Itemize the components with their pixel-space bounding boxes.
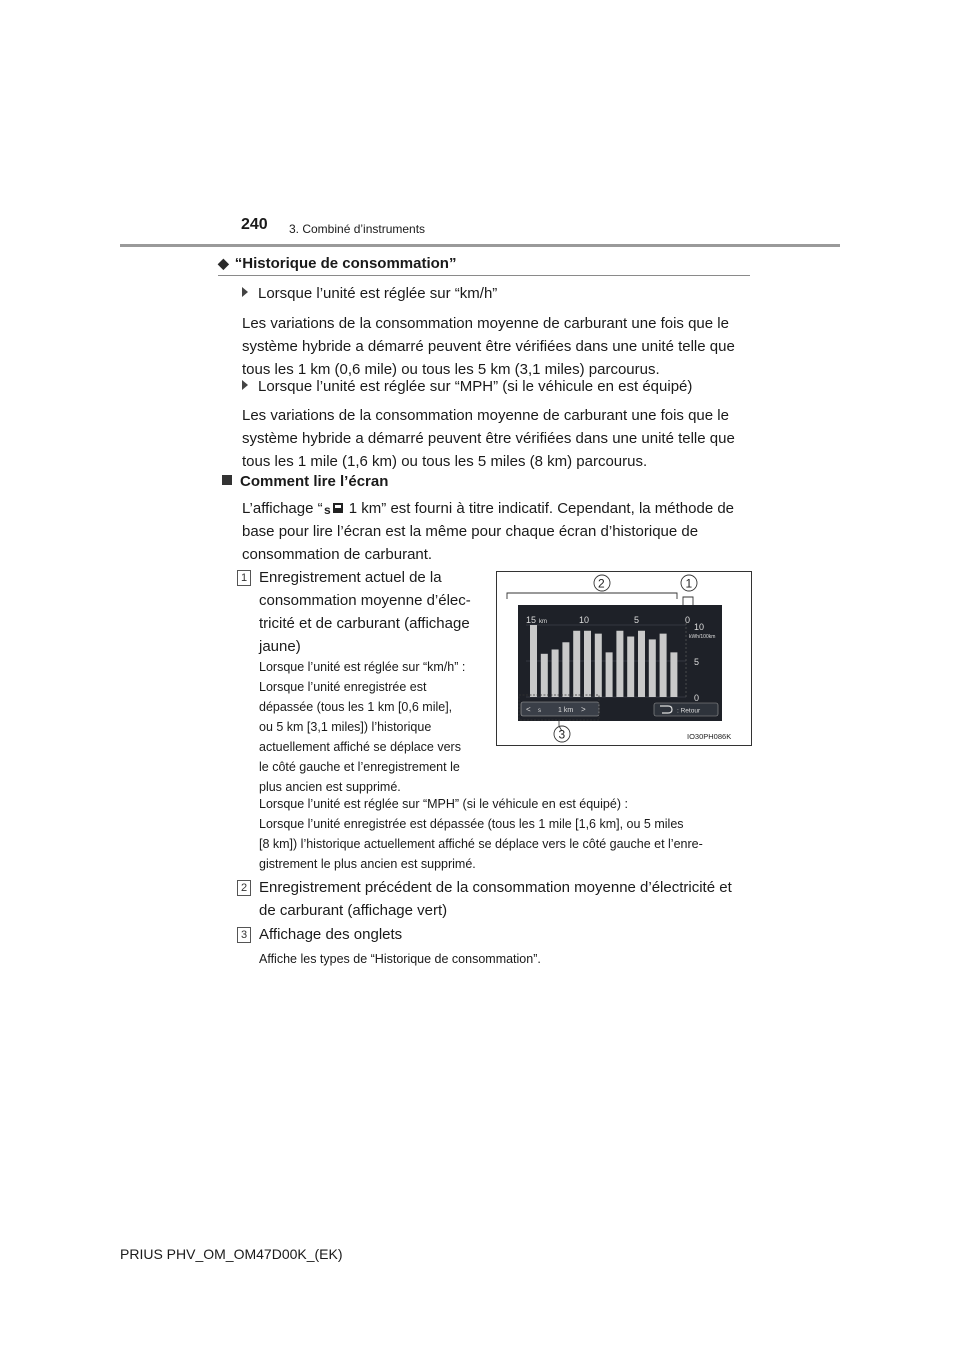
howto-intro-line-3: consommation de carburant. (242, 546, 433, 563)
note-line: Lorsque l’unité est réglée sur “km/h” : (259, 660, 466, 674)
tab-highlight-box (519, 695, 599, 720)
paragraph-line: tous les 1 km (0,6 mile) ou tous les 5 km (3,1 miles) parcourus. (242, 361, 660, 378)
section-divider (218, 275, 750, 276)
item-line: tricité et de carburant (affichage (259, 615, 470, 632)
item-3-description (259, 923, 750, 946)
note-line: actuellement affiché se déplace vers (259, 740, 461, 754)
chevron-right-icon[interactable]: > (581, 705, 586, 714)
item-line: jaune) (259, 638, 301, 655)
top-tick-label: 15 (526, 615, 537, 625)
paragraph-line: Les variations de la consommation moyenne de carburant une fois que le (242, 407, 729, 424)
note-line: dépassée (tous les 1 km [0,6 mile], (259, 700, 453, 714)
callout-number-1: 1 (237, 570, 251, 586)
return-label: : Retour (677, 707, 701, 715)
section-title-text: “Historique de consommation” (234, 255, 457, 272)
top-tick-label: 0 (685, 615, 691, 625)
intro-text-a: L’affichage “ (242, 500, 323, 517)
intro-text-b: 1 km” est fourni à titre indicatif. Cependant, la méthode de (348, 500, 735, 517)
tab-label: 1 km (558, 707, 574, 714)
fuel-consumption-icon (323, 501, 345, 515)
howto-intro-line-2: base pour lire l’écran est la même pour chaque écran d’historique de (242, 523, 699, 540)
bullet-mph (242, 378, 692, 395)
item-1-note-kmh (259, 657, 479, 797)
y-tick-label: 5 (694, 657, 700, 667)
paragraph-line: système hybride a démarré peuvent être vérifiées dans une unité telle que (242, 430, 735, 447)
note-line: Lorsque l’unité enregistrée est (259, 680, 427, 694)
figure-code: IO30PH086K (687, 732, 732, 741)
paragraph-mph (242, 404, 750, 473)
paragraph-line: tous les 1 mile (1,6 km) ou tous les 5 miles (8 km) parcourus. (242, 453, 648, 470)
diamond-bullet-icon: ◆ (218, 255, 229, 271)
y-tick-label: 0 (694, 693, 700, 703)
chapter-title: 3. Combiné d’instruments (289, 222, 426, 236)
note-line: Lorsque l’unité enregistrée est dépassée (tous les 1 mile [1,6 km], ou 5 miles (259, 817, 684, 831)
item-line: Affichage des onglets (259, 926, 403, 943)
note-line: ou 5 km [3,1 miles]) l’historique (259, 720, 432, 734)
note-line: Lorsque l’unité est réglée sur “MPH” (si le véhicule en est équipé) : (259, 797, 628, 811)
item-line: Enregistrement actuel de la (259, 569, 442, 586)
howto-title-text: Comment lire l’écran (240, 473, 389, 490)
callout-1-label: 1 (685, 576, 693, 591)
bullet-kmh-text: Lorsque l’unité est réglée sur “km/h” (258, 285, 498, 302)
page-number: 240 (241, 216, 268, 233)
svg-text:s: s (323, 503, 331, 515)
triangle-bullet-icon (242, 287, 248, 297)
item-1-description (259, 566, 479, 658)
callout-number-3: 3 (237, 927, 251, 943)
note-line: le côté gauche et l’enregistrement le (259, 760, 460, 774)
top-unit-label: km (539, 619, 547, 625)
howto-intro (242, 497, 750, 566)
paragraph-kmh (242, 312, 750, 381)
note-line: gistrement le plus ancien est supprimé. (259, 857, 476, 871)
section-title (218, 255, 456, 272)
footer-doc-id: PRIUS PHV_OM_OM47D00K_(EK) (120, 1246, 343, 1262)
callout-2-label: 2 (598, 576, 605, 591)
bracket-current-record (683, 597, 693, 605)
howto-intro-line-1 (242, 497, 750, 520)
fuel-consumption-icon: s (538, 708, 541, 714)
y-tick-label: 10 (694, 622, 705, 632)
item-line: Enregistrement précédent de la consommation moyenne d’électricité et (259, 879, 732, 896)
item-3-note: Affiche les types de “Historique de consommation”. (259, 952, 541, 966)
item-2-description (259, 876, 750, 922)
bracket-previous-records (507, 593, 677, 599)
header-divider (120, 244, 840, 247)
note-line: plus ancien est supprimé. (259, 780, 401, 794)
top-tick-label: 10 (579, 615, 590, 625)
howto-title (222, 473, 388, 490)
item-line: de carburant (affichage vert) (259, 902, 448, 919)
callout-3-label: 3 (558, 727, 566, 742)
paragraph-line: système hybride a démarré peuvent être vérifiées dans une unité telle que (242, 338, 735, 355)
item-1-note-mph (259, 794, 750, 874)
bullet-kmh (242, 285, 497, 302)
item-line: consommation moyenne d’élec- (259, 592, 471, 609)
paragraph-line: Les variations de la consommation moyenne de carburant une fois que le (242, 315, 729, 332)
bullet-mph-text: Lorsque l’unité est réglée sur “MPH” (si le véhicule en est équipé) (258, 378, 693, 395)
callout-number-2: 2 (237, 880, 251, 896)
square-bullet-icon (222, 475, 232, 485)
top-tick-label: 5 (634, 615, 640, 625)
triangle-bullet-icon (242, 380, 248, 390)
chevron-left-icon[interactable]: < (526, 705, 531, 714)
y-unit-label: kWh/100km (689, 634, 716, 640)
note-line: [8 km]) l’historique actuellement affiché se déplace vers le côté gauche et l’enre- (259, 837, 703, 851)
figure-callouts (496, 571, 752, 746)
